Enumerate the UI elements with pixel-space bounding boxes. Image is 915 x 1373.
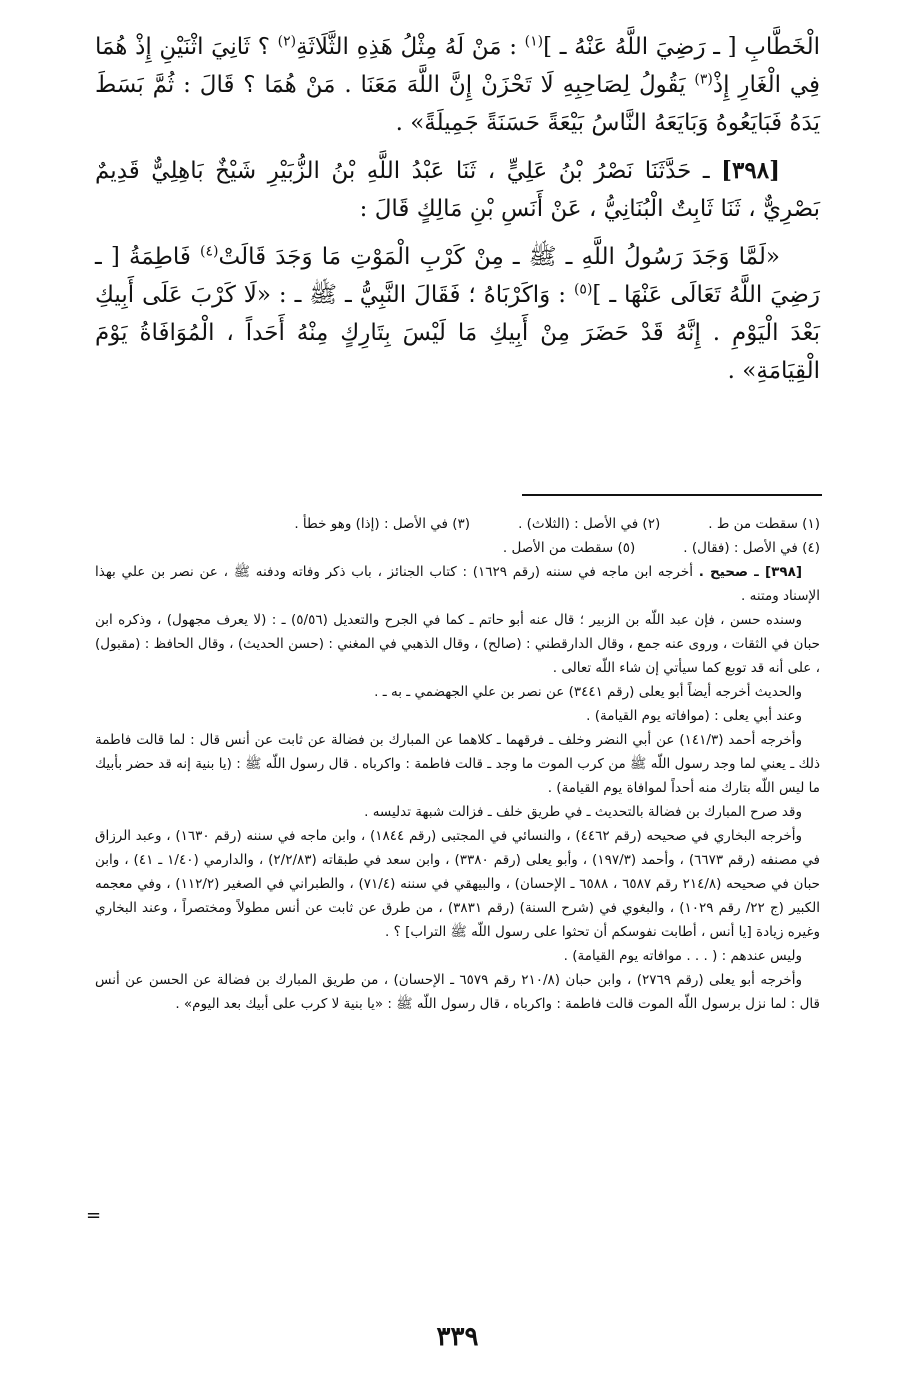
text-segment: ـ حَدَّثَنَا نَصْرُ بْنُ عَلِيٍّ ، ثَنَا عَبْدُ اللَّهِ بْنُ الزُّبَيْرِ شَيْخٌ بَاهِلِيٌّ قَدِيمٌ بَصْرِيٌّ ، ثَنَا ثَابِتٌ الْبُنَانِيُّ ، عَنْ أَنَسِ بْنِ مَالِكٍ قَالَ : [95, 158, 820, 222]
footnote-ref-1[interactable]: (١) [524, 33, 544, 50]
hadith-isnad [95, 152, 820, 228]
footnote-divider [522, 494, 822, 496]
hadith-number: [٣٩٨] [721, 157, 780, 184]
footnote-4: (٤) في الأصل : (فقال) . [683, 540, 820, 556]
footnote-3: (٣) في الأصل : (إذا) وهو خطأ . [294, 516, 471, 532]
text-segment: ؟ ثَانِيَ اثْنَيْنِ إِذْ هُمَا فِي الْغَارِ إِذْ [95, 34, 820, 98]
text-segment: أخرجه ابن ماجه في سننه (رقم ١٦٢٩) : كتاب الجنائز ، باب ذكر وفاته ودفنه ﷺ ، عن نصر بن علي بهذا الإسناد ومتنه . [95, 564, 820, 604]
takhrij-paragraph: وعند أبي يعلى : (موافاته يوم القيامة) . [586, 708, 802, 724]
takhrij-grade: ـ صحيح . [698, 564, 765, 580]
takhrij-paragraph: وأخرجه أحمد (١٤١/٣) عن أبي النضر وخلف ـ فرقهما ـ كلاهما عن المبارك بن فضالة عن ثابت عن أنس قال : لما قالت فاطمة ذلك ـ يعني لما وجد رسول اللّه ﷺ من كرب الموت ما وجد ـ قالت فاطمة : واكرباه . قال رسول اللّه ﷺ : (يا بنية إنه قد حضر بأبيك ما ليس اللّه بتارك منه أحداً لموافاة يوم القيامة) . [95, 732, 820, 796]
footnote-ref-5[interactable]: (٥) [573, 281, 593, 298]
hadith-matn [95, 238, 820, 390]
takhrij-paragraph: والحديث أخرجه أيضاً أبو يعلى (رقم ٣٤٤١) عن نصر بن علي الجهضمي ـ به ـ . [374, 684, 802, 700]
text-segment: «لَمَّا وَجَدَ رَسُولُ اللَّهِ ـ ﷺ ـ مِنْ كَرْبِ الْمَوْتِ مَا وَجَدَ قَالَتْ [218, 244, 780, 270]
text-segment: : مَنْ لَهُ مِثْلُ هَذِهِ الثَّلَاثَةِ [296, 34, 525, 60]
footnote-ref-3[interactable]: (٣) [694, 71, 713, 88]
takhrij-paragraph: وسنده حسن ، فإن عبد اللّه بن الزبير ؛ قال عنه أبو حاتم ـ كما في الجرح والتعديل (٥/٥٦) ـ : (لا يعرف مجهول) ، وذكره ابن حبان في الثقات ، وروى عنه جمع ، وقال الدارقطني : (صالح) ، وقال الذهبي في المغني : (حسن الحديث) ، وقال الحافظ : (مقبول) ، على أنه قد توبع كما سيأتي إن شاء اللّه تعالى . [95, 612, 820, 676]
footnote-ref-2[interactable]: (٢) [277, 33, 297, 50]
footnote-row [95, 536, 820, 560]
main-text [95, 28, 820, 400]
footnote-1: (١) سقطت من ط . [708, 516, 820, 532]
page-number: ٣٣٩ [436, 1322, 479, 1352]
footnote-ref-4[interactable]: (٤) [200, 243, 219, 260]
text-segment: فَاطِمَةُ [ ـ رَضِيَ اللَّهُ تَعَالَى عَنْهَا ـ ] [95, 244, 820, 308]
takhrij-paragraph: وأخرجه البخاري في صحيحه (رقم ٤٤٦٢) ، والنسائي في المجتبى (رقم ١٨٤٤) ، وابن ماجه في سننه (رقم ١٦٣٠) ، وعبد الرزاق في مصنفه (رقم ٦٦٧٣) ، وأحمد (١٩٧/٣) ، وأبو يعلى (رقم ٣٣٨٠) ، وابن سعد في طبقاته (٢/٢/٨٣) ، والدارمي (١/٤٠ ـ ٤١) ، وابن حبان في صحيحه (٢١٤/٨ رقم ٦٥٨٧ ، ٦٥٨٨ ـ الإحسان) ، والبيهقي في سننه (٧١/٤) ، والطبراني في الصغير (١١٢/٢) ، وفي معجمه الكبير (ج ٢٢/ رقم ١٠٢٩) ، والبغوي في (شرح السنة) (رقم ٣٨٣١) ، من طرق عن ثابت عن أنس مطولاً ومختصراً ، وعند البخاري وغيره زيادة [يا أنس ، أطابت نفوسكم أن تحثوا على رسول اللّه ﷺ التراب] ؟ . [95, 828, 820, 940]
text-segment: : وَاكَرْبَاهُ ؛ فَقَالَ النَّبِيُّ ـ ﷺ ـ : «لَا كَرْبَ عَلَى أَبِيكِ بَعْدَ الْيَوْمِ . إِنَّهُ قَدْ حَضَرَ مِنْ أَبِيكِ مَا لَيْسَ بِتَارِكٍ مِنْهُ أَحَداً ، الْمُوَافَاةُ يَوْمَ الْقِيَامَةِ» . [95, 282, 820, 384]
takhrij-paragraph [95, 560, 820, 608]
takhrij-number: [٣٩٨] [764, 564, 803, 580]
takhrij-paragraph: وليس عندهم : ( . . . موافاته يوم القيامة) . [563, 948, 802, 964]
text-segment: يَقُولُ لِصَاحِبِهِ لَا تَحْزَنْ إِنَّ اللَّهَ مَعَنَا . مَنْ هُمَا ؟ قَالَ : ثُمَّ بَسَطَ يَدَهُ فَبَايَعُوهُ وَبَايَعَهُ النَّاسُ بَيْعَةً حَسَنَةً جَمِيلَةً» . [95, 72, 820, 136]
takhrij-paragraph: وقد صرح المبارك بن فضالة بالتحديث ـ في طريق خلف ـ فزالت شبهة تدليسه . [364, 804, 802, 820]
continuation-mark: = [86, 1205, 102, 1226]
text-segment: الْخَطَّابِ [ ـ رَضِيَ اللَّهُ عَنْهُ ـ ] [543, 34, 820, 60]
footnotes [95, 512, 820, 1016]
paragraph-continuation [95, 28, 820, 142]
takhrij-paragraph: وأخرجه أبو يعلى (رقم ٢٧٦٩) ، وابن حبان (٢١٠/٨ رقم ٦٥٧٩ ـ الإحسان) ، من طريق المبارك بن فضالة عن الحسن عن أنس قال : لما نزل برسول اللّه الموت قالت فاطمة : واكرباه ، قال رسول اللّه ﷺ : «يا بنية لا كرب على أبيك بعد اليوم» . [95, 972, 820, 1012]
footnote-2: (٢) في الأصل : (الثلاث) . [518, 516, 661, 532]
footnote-row [95, 512, 820, 536]
footnote-5: (٥) سقطت من الأصل . [502, 540, 636, 556]
